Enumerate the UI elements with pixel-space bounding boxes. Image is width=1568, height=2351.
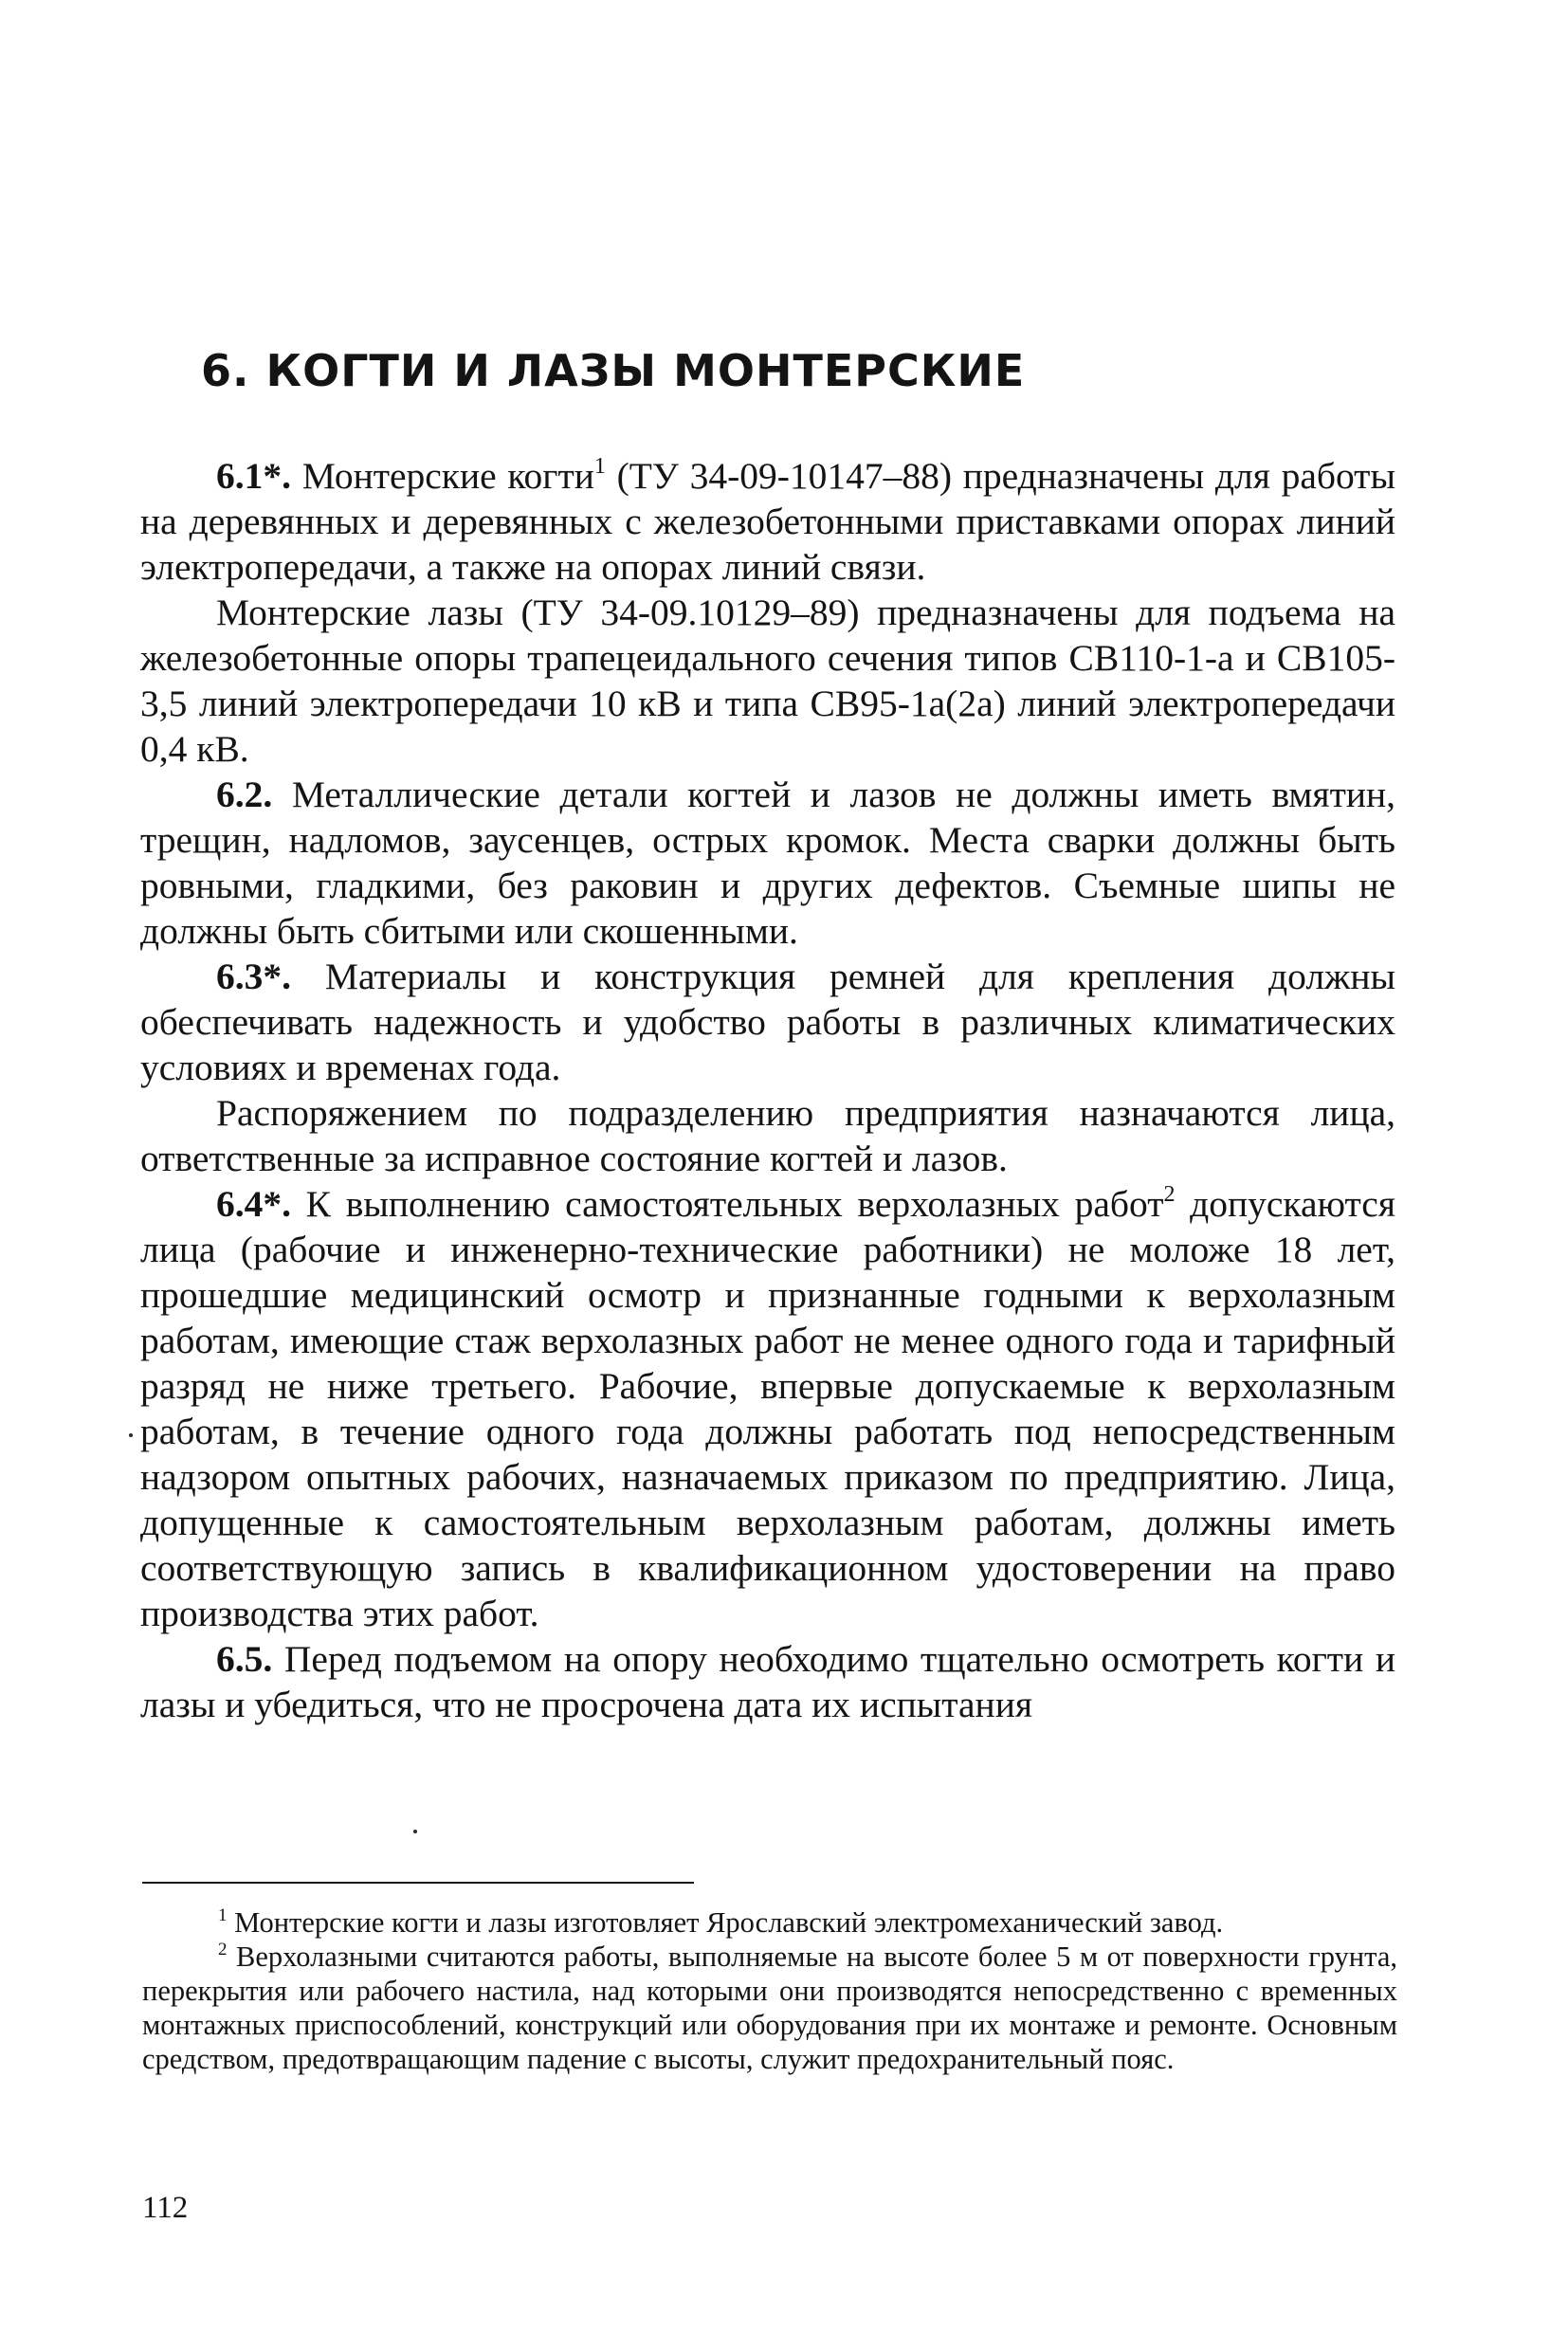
footnote-text: Монтерские когти и лазы изготовляет Ярославский электромеханический завод. [227,1906,1224,1939]
paragraph-text: К выполнению самостоятельных верхолазных работ [291,1183,1164,1225]
paragraph-text: Материалы и конструкция ремней для крепления должны обеспечивать надежность и удобство работы в различных климатических условиях и временах года. [140,956,1395,1088]
paragraph-text: Монтерские когти [291,455,594,497]
footnote-ref-2: 2 [1163,1182,1176,1207]
clause-number: 6.5. [216,1638,273,1680]
paragraph-6-3 [140,954,1395,1090]
paragraph-order: Распоряжением по подразделению предприятия назначаются лица, ответственные за исправное состояние когтей и лазов. [140,1092,1395,1179]
section-body [140,453,1395,1727]
clause-number: 6.3*. [216,956,291,997]
paragraph-6-1 [140,453,1395,590]
footnote-mark: 1 [218,1905,228,1925]
footnote-divider [142,1882,694,1884]
paragraph-6-4 [140,1181,1395,1636]
footnote-1 [142,1905,1397,1940]
paragraph-6-5 [140,1636,1395,1727]
paragraph-lazy: Монтерские лазы (ТУ 34-09.10129–89) предназначены для подъема на железобетонные опоры трапецеидального сечения типов СВ110-1-а и СВ105-3,5 линий электропередачи 10 кВ и типа СВ95-1а(2а) линий электропередачи 0,4 кВ. [140,592,1395,770]
section-heading: 6. КОГТИ И ЛАЗЫ МОНТЕРСКИЕ [201,345,1026,396]
footnote-mark: 2 [218,1940,228,1959]
clause-number: 6.2. [216,774,273,815]
clause-number: 6.4*. [216,1183,291,1225]
footnotes [142,1905,1397,2076]
footnote-ref-1: 1 [593,454,606,479]
footnote-text: Верхолазными считаются работы, выполняемые на высоте более 5 м от поверхности грунта, перекрытия или рабочего настила, над которыми они производятся непосредственно с временных монтажных приспособлений, конструкций или оборудования при их монтаже и ремонте. Основным средством, предотвращающим падение с высоты, служит предохранительный пояс. [142,1941,1397,2075]
page-number: 112 [142,2191,189,2225]
paragraph-text: (ТУ 34-09-10147–88) предназначены для работы на деревянных и деревянных с железобетонными приставками опорах линий электропередачи, а также на опорах линий связи. [140,455,1395,588]
paragraph-6-2 [140,772,1395,954]
clause-number: 6.1*. [216,455,291,497]
footnote-2 [142,1940,1397,2076]
paragraph-text: Перед подъемом на опору необходимо тщательно осмотреть когти и лазы и убедиться, что не просрочена дата их испытания [140,1638,1395,1725]
scan-speck [129,1433,133,1437]
scan-speck [413,1830,417,1833]
paragraph-text: Металлические детали когтей и лазов не должны иметь вмятин, трещин, надломов, заусенцев, острых кромок. Места сварки должны быть ровными, гладкими, без раковин и других дефектов. Съемные шипы не должны быть сбитыми или скошенными. [140,774,1395,952]
paragraph-text: допускаются лица (рабочие и инженерно-технические работники) не моложе 18 лет, прошедшие медицинский осмотр и признанные годными к верхолазным работам, имеющие стаж верхолазных работ не менее одного года и тарифный разряд не ниже третьего. Рабочие, впервые допускаемые к верхолазным работам, в течение одного года должны работать под непосредственным надзором опытных рабочих, назначаемых приказом по предприятию. Лица, допущенные к самостоятельным верхолазным работам, должны иметь соответствующую запись в квалификационном удостоверении на право производства этих работ. [140,1183,1395,1634]
